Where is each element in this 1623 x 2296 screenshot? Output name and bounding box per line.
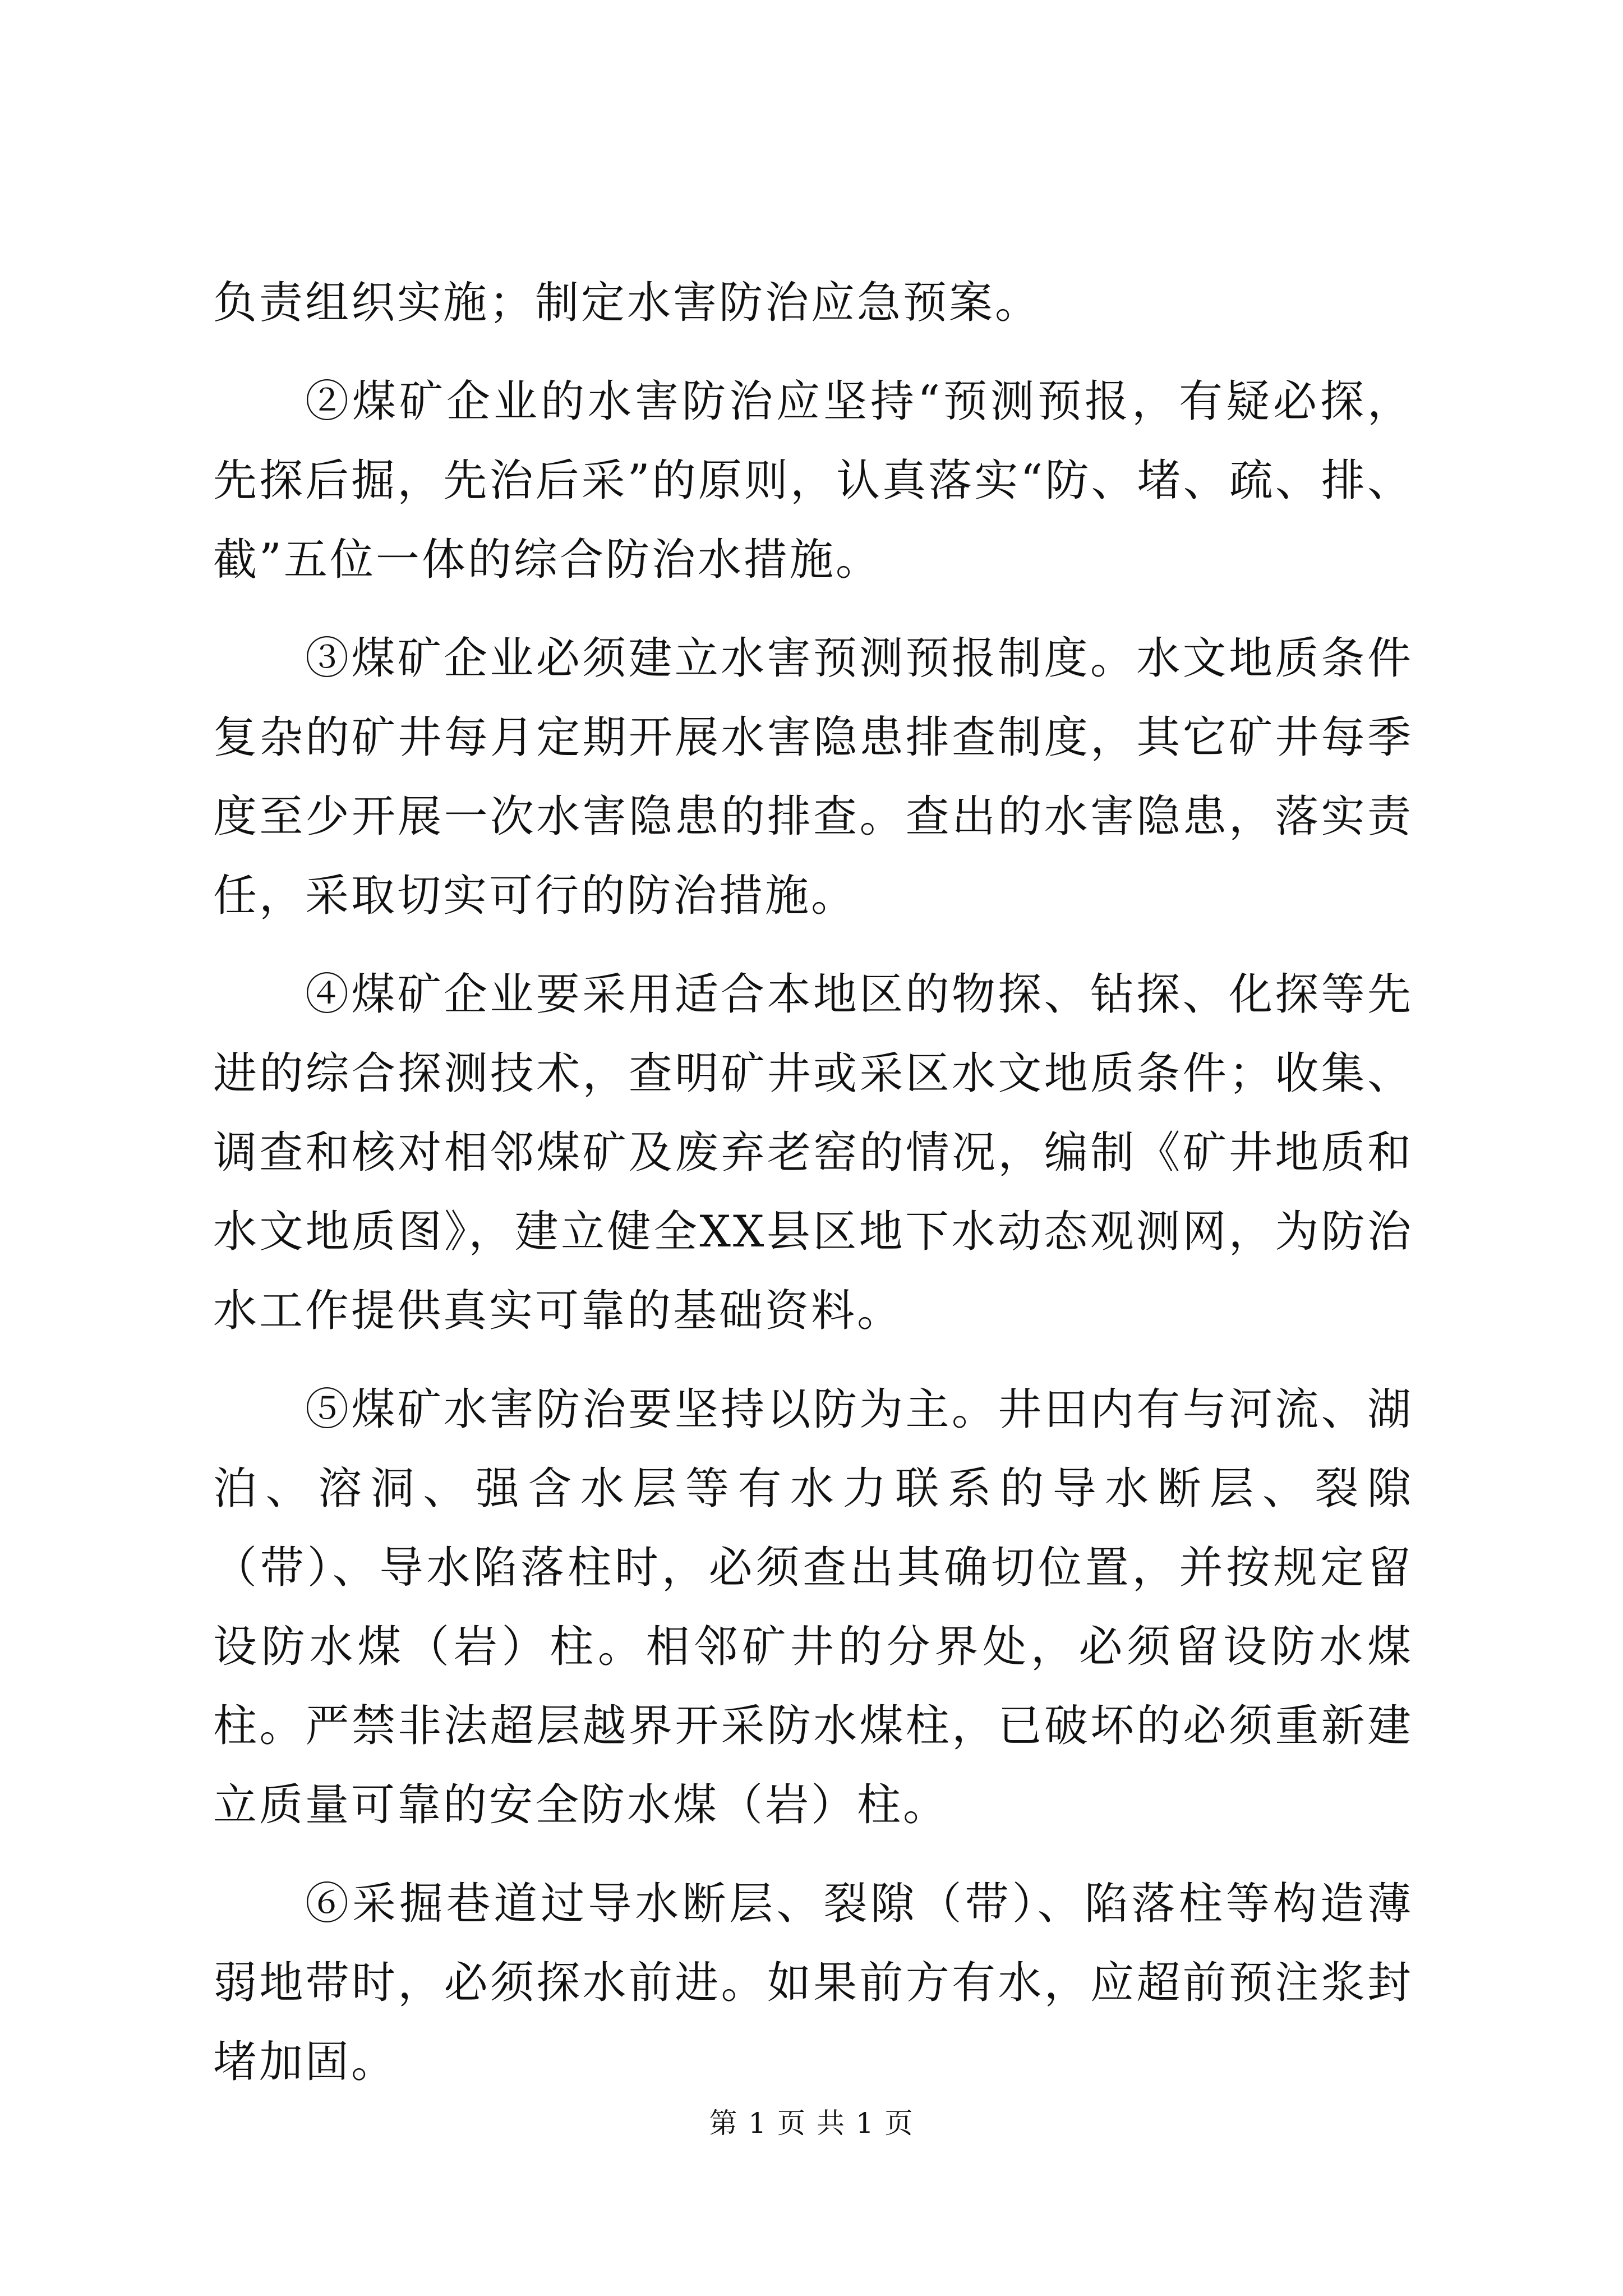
paragraph-item-2: ②煤矿企业的水害防治应坚持“预测预报，有疑必探，先探后掘，先治后采”的原则，认真落实“防、堵、疏、排、截”五位一体的综合防治水措施。 <box>213 376 1413 585</box>
paragraph-item-4: ④煤矿企业要采用适合本地区的物探、钻探、化探等先进的综合探测技术，查明矿井或采区水文地质条件；收集、调查和核对相邻煤矿及废弃老窑的情况，编制《矿井地质和水文地质图》，建立健全XX县区地下水动态观测网，为防治水工作提供真实可靠的基础资料。 <box>213 969 1413 1336</box>
paragraph-item-5: ⑤煤矿水害防治要坚持以防为主。井田内有与河流、湖泊、溶洞、强含水层等有水力联系的导水断层、裂隙（带）、导水陷落柱时，必须查出其确切位置，并按规定留设防水煤（岩）柱。相邻矿井的分界处，必须留设防水煤柱。严禁非法超层越界开采防水煤柱，已破坏的必须重新建立质量可靠的安全防水煤（岩）柱。 <box>213 1384 1413 1830</box>
paragraph-item-6: ⑥采掘巷道过导水断层、裂隙（带）、陷落柱等构造薄弱地带时，必须探水前进。如果前方有水，应超前预注浆封堵加固。 <box>213 1879 1413 2087</box>
page-number-footer: 第 1 页 共 1 页 <box>709 2107 914 2139</box>
paragraph-continuation: 负责组织实施；制定水害防治应急预案。 <box>213 278 1041 328</box>
document-body <box>213 264 1413 2102</box>
paragraph-item-3: ③煤矿企业必须建立水害预测预报制度。水文地质条件复杂的矿井每月定期开展水害隐患排查制度，其它矿井每季度至少开展一次水害隐患的排查。查出的水害隐患，落实责任，采取切实可行的防治措施。 <box>213 633 1413 921</box>
